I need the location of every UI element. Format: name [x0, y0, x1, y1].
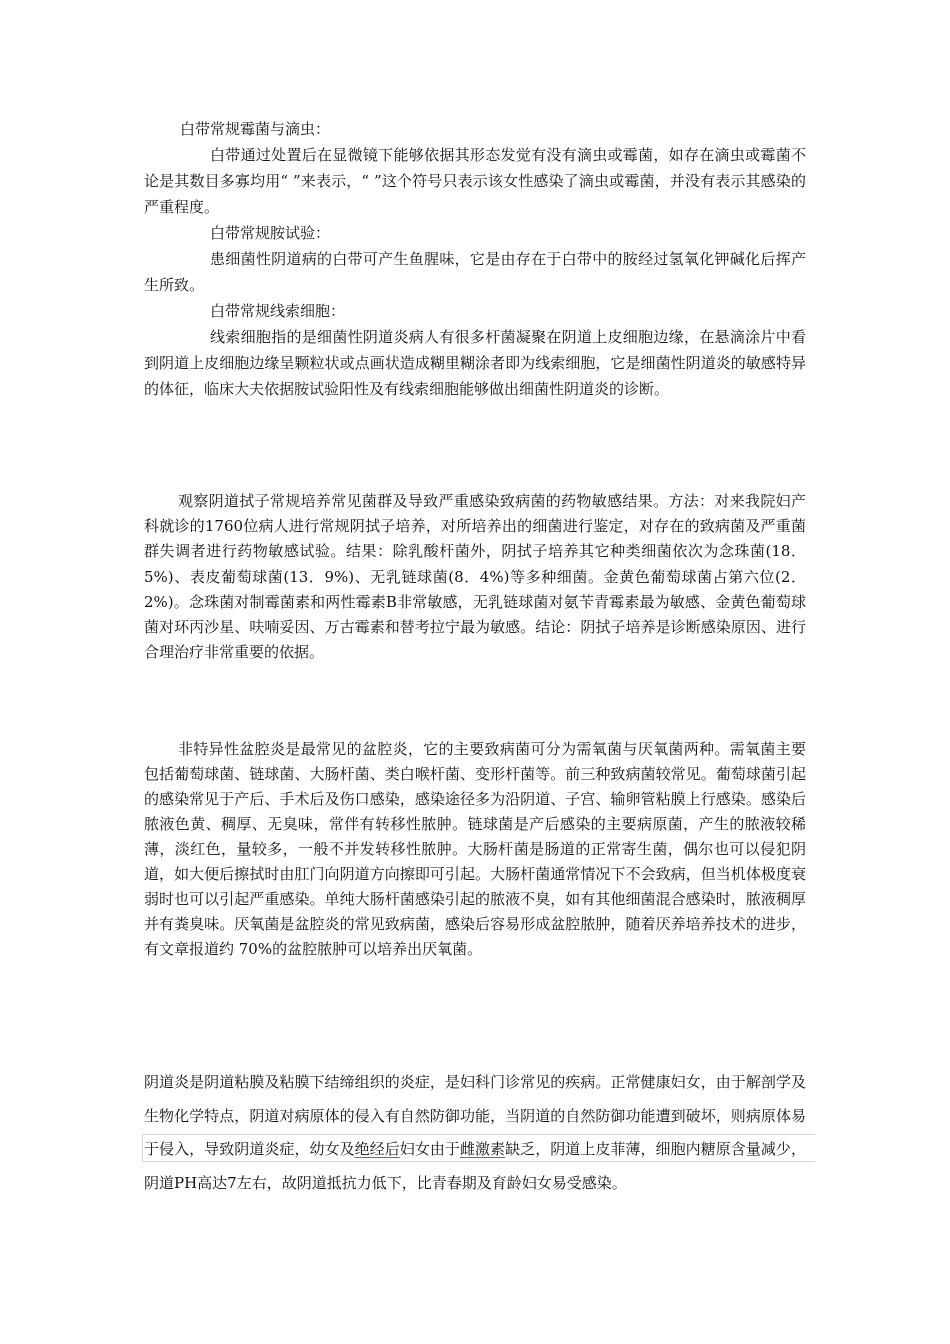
heading-fungus-trichomonas: 白带常规霉菌与滴虫：: [180, 120, 331, 138]
heading-amine-test: 白带常规胺试验：: [210, 224, 331, 242]
section-vaginal-discharge-tests: [144, 116, 806, 402]
heading-clue-cells: 白带常规线索细胞：: [210, 302, 346, 320]
paragraph-amine-test: 患细菌性阴道病的白带可产生鱼腥味，它是由存在于白带中的胺经过氢氧化钾碱化后挥产生所致。: [144, 250, 806, 294]
section-swab-culture: [144, 489, 806, 665]
paragraph-swab-culture: 观察阴道拭子常规培养常见菌群及导致严重感染致病菌的药物敏感结果。方法：对来我院妇产科就诊的1760位病人进行常规阴拭子培养，对所培养出的细菌进行鉴定，对存在的致病菌及严重菌群失调者进行药物敏感试验。结果：除乳酸杆菌外，阴拭子培养其它种类细菌依次为念珠菌(18．5%)、表皮葡萄球菌(13．9%)、无乳链球菌(8．4%)等多种细菌。金黄色葡萄球菌占第六位(2．2%)。念珠菌对制霉菌素和两性霉素B非常敏感，无乳链球菌对氨苄青霉素最为敏感、金黄色葡萄球菌对环丙沙星、呋喃妥因、万古霉素和替考拉宁最为敏感。结论：阴拭子培养是诊断感染原因、进行合理治疗非常重要的依据。: [144, 492, 806, 662]
link-estrogen[interactable]: 雌激素: [459, 1140, 506, 1158]
paragraph-fungus-trichomonas: 白带通过处置后在显微镜下能够依据其形态发觉有没有滴虫或霉菌，如存在滴虫或霉菌不论是其数目多寡均用“ ”来表示，“ ”这个符号只表示该女性感染了滴虫或霉菌，并没有表示其感染的严重程度。: [144, 146, 806, 216]
vaginitis-text-1: 阴道炎是阴道粘膜及粘膜下结缔组织的炎症，是妇科门诊常见的疾病。正常健康妇女，由于解剖学及生物化学特点，阴道对病原体的侵入有自然防御功能，当阴道的自然防御功能遭到破坏，则病原体易于侵入，导致阴道炎症，幼女及: [144, 1073, 806, 1158]
section-vaginitis: [144, 1066, 806, 1200]
vaginitis-text-3: 缺乏，阴道上皮菲薄，细胞内糖原含量减少，阴道PH高达7左右，故阴道抵抗力低下，比青春期及育龄妇女易受感染。: [144, 1140, 806, 1192]
section-pelvic-inflammation: [144, 737, 806, 962]
paragraph-clue-cells: 线索细胞指的是细菌性阴道炎病人有很多杆菌凝聚在阴道上皮细胞边缘，在悬滴涂片中看到阴道上皮细胞边缘呈颗粒状或点画状造成糊里糊涂者即为线索细胞，它是细菌性阴道炎的敏感特异的体征，临床大夫依据胺试验阳性及有线索细胞能够做出细菌性阴道炎的诊断。: [144, 328, 806, 398]
link-menopause[interactable]: 绝经后: [354, 1140, 400, 1158]
paragraph-vaginitis: [144, 1066, 806, 1200]
vaginitis-text-2: 妇女由于: [399, 1140, 460, 1158]
paragraph-pelvic-inflammation: 非特异性盆腔炎是最常见的盆腔炎，它的主要致病菌可分为需氧菌与厌氧菌两种。需氧菌主要包括葡萄球菌、链球菌、大肠杆菌、类白喉杆菌、变形杆菌等。前三种致病菌较常见。葡萄球菌引起的感染常见于产后、手术后及伤口感染，感染途径多为沿阴道、子宫、输卵管粘膜上行感染。感染后脓液色黄、稠厚、无臭味，常伴有转移性脓肿。链球菌是产后感染的主要病原菌，产生的脓液较稀薄，淡红色，量较多，一般不并发转移性脓肿。大肠杆菌是肠道的正常寄生菌，偶尔也可以侵犯阴道，如大便后擦拭时由肛门向阴道方向擦即可引起。大肠杆菌通常情况下不会致病，但当机体极度衰弱时也可以引起严重感染。单纯大肠杆菌感染引起的脓液不臭，如有其他细菌混合感染时，脓液稠厚并有粪臭味。厌氧菌是盆腔炎的常见致病菌，感染后容易形成盆腔脓肿，随着厌养培养技术的进步，有文章报道约 70%的盆腔脓肿可以培养出厌氧菌。: [144, 740, 806, 958]
